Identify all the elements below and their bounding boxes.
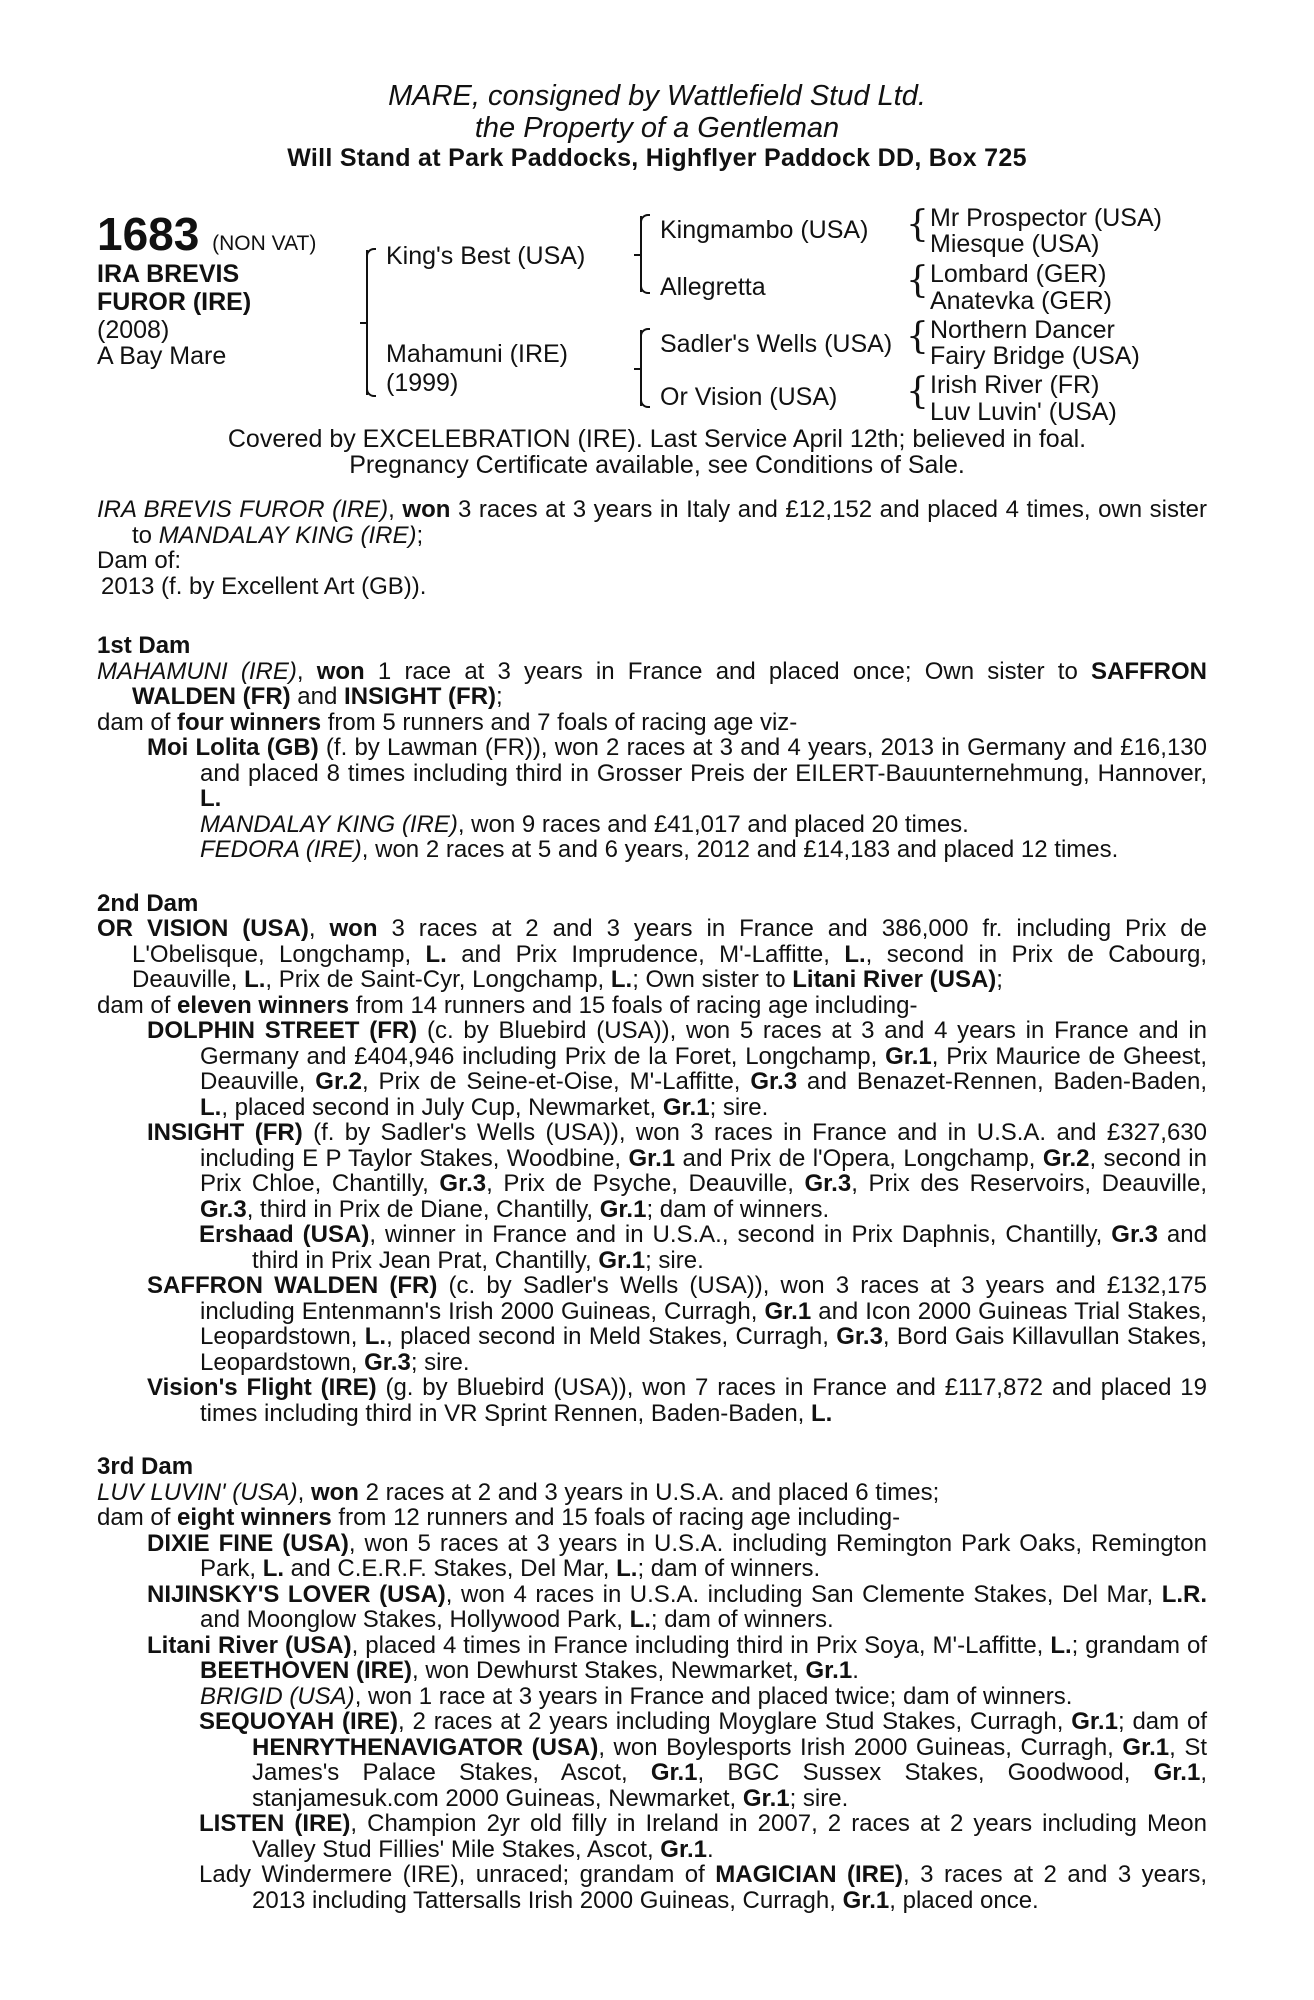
second-dam-end: ; bbox=[996, 966, 1003, 993]
first-dam-end: ; bbox=[496, 683, 503, 710]
dixie-fine-t1: , won 5 races at 3 years in U.S.A. including Remington Park Oaks, Remington Park, bbox=[200, 1529, 1208, 1582]
grade-l: L. bbox=[364, 1323, 387, 1350]
grade-l: L. bbox=[425, 940, 447, 968]
visions-flight-name: Vision's Flight (IRE) bbox=[147, 1374, 377, 1401]
grade-l: L. bbox=[629, 1606, 651, 1633]
mandalay-king-name: MANDALAY KING (IRE) bbox=[200, 810, 458, 838]
grade-gr3: Gr.3 bbox=[750, 1068, 798, 1095]
litani-river-t2: ; grandam of bbox=[1071, 1631, 1207, 1659]
third-dam-produce-line bbox=[97, 1505, 1207, 1531]
pedigree-dsd: Fairy Bridge (USA) bbox=[930, 342, 1140, 370]
dolphin-street-t5: , placed second in July Cup, Newmarket, bbox=[221, 1093, 663, 1121]
nijinskys-lover-t3: ; dam of winners. bbox=[650, 1606, 834, 1633]
entry-litani-river bbox=[97, 1633, 1207, 1684]
listen-t2: . bbox=[707, 1835, 714, 1863]
dixie-fine-name: DIXIE FINE (USA) bbox=[147, 1529, 349, 1557]
pedigree-brace-3b: { bbox=[906, 260, 929, 301]
first-dam-paragraph: MAHAMUNI (IRE), won 1 race at 3 years in France and placed once; Own sister to SAFFRON WALDEN (FR) and INSIGHT (FR); bbox=[97, 657, 1207, 710]
first-dam-heading: 1st Dam bbox=[97, 632, 191, 659]
magician-name: MAGICIAN (IRE) bbox=[715, 1861, 904, 1888]
intro-won: won bbox=[402, 496, 451, 523]
saffron-walden-t4: , Bord Gais Killavullan Stakes, Leopardstown, bbox=[200, 1323, 1208, 1376]
property-line: the Property of a Gentleman bbox=[474, 112, 840, 144]
insight-t4: , Prix de Psyche, Deauville, bbox=[486, 1170, 805, 1197]
third-dam-paragraph: LUV LUVIN' (USA), won 2 races at 2 and 3 years in U.S.A. and placed 6 times; bbox=[97, 1478, 940, 1506]
dolphin-street-t6: ; sire. bbox=[709, 1093, 769, 1121]
entry-moi-lolita bbox=[97, 735, 1207, 812]
lot-number bbox=[97, 207, 316, 261]
litani-river-t4: . bbox=[852, 1657, 859, 1684]
grade-l: L. bbox=[616, 1555, 638, 1582]
saffron-walden-t1: (c. by Sadler's Wells (USA)), won 3 races at 3 years and £132,175 including Entenmann's Irish 2000 Guineas, Curragh, bbox=[200, 1272, 1207, 1325]
dolphin-street-t2: , Prix Maurice de Gheest, Deauville, bbox=[200, 1042, 1207, 1095]
grade-l: L. bbox=[811, 1399, 833, 1427]
pedigree-sire-dam: Allegretta bbox=[660, 273, 766, 301]
grade-gr1: Gr.1 bbox=[628, 1144, 676, 1172]
entry-brigid bbox=[97, 1684, 1207, 1710]
grade-l: L. bbox=[1050, 1631, 1072, 1659]
second-dam-t5: ; Own sister to bbox=[632, 966, 793, 993]
horse-name-line2: FUROR (IRE) bbox=[97, 288, 252, 316]
pedigree-sdd: Anatevka (GER) bbox=[930, 287, 1113, 315]
entry-listen bbox=[97, 1811, 1207, 1862]
second-dam-sister: Litani River (USA) bbox=[792, 966, 997, 993]
insight-t5: , Prix des Reservoirs, Deauville, bbox=[851, 1170, 1207, 1197]
grade-gr3: Gr.3 bbox=[439, 1170, 487, 1197]
litani-river-t1: , placed 4 times in France including third in Prix Soya, M'-Laffitte, bbox=[351, 1631, 1051, 1659]
grade-gr3: Gr.3 bbox=[364, 1348, 411, 1376]
grade-l: L. bbox=[262, 1555, 285, 1582]
grade-gr3: Gr.3 bbox=[200, 1195, 247, 1223]
fedora-text: , won 2 races at 5 and 6 years, 2012 and £14,183 and placed 12 times. bbox=[361, 836, 1119, 863]
pedigree-brace-2a-tick bbox=[634, 254, 642, 256]
vat-status: (NON VAT) bbox=[212, 232, 317, 255]
grade-gr1: Gr.1 bbox=[842, 1886, 890, 1914]
entry-dixie-fine bbox=[97, 1531, 1207, 1582]
grade-lr: L.R. bbox=[1161, 1580, 1208, 1608]
grade-gr1: Gr.1 bbox=[1071, 1708, 1118, 1735]
intro-foal: 2013 (f. by Excellent Art (GB)). bbox=[101, 572, 427, 600]
second-dam-name: OR VISION (USA) bbox=[97, 915, 309, 942]
grade-l: L. bbox=[610, 966, 633, 993]
grade-gr1: Gr.1 bbox=[1122, 1733, 1170, 1761]
dixie-fine-t2: and C.E.R.F. Stakes, Del Mar, bbox=[284, 1555, 617, 1582]
sequoyah-t3: , won Boylesports Irish 2000 Guineas, Curragh, bbox=[598, 1733, 1123, 1761]
nijinskys-lover-t2: and Moonglow Stakes, Hollywood Park, bbox=[200, 1606, 630, 1633]
pedigree-sire: King's Best (USA) bbox=[386, 242, 586, 270]
insight-t7: ; dam of winners. bbox=[646, 1195, 830, 1223]
insight-t6: , third in Prix de Diane, Chantilly, bbox=[246, 1195, 600, 1223]
first-dam-sister1: SAFFRON WALDEN (FR) bbox=[132, 657, 1207, 710]
second-dam-t2: and Prix Imprudence, M'-Laffitte, bbox=[446, 940, 845, 968]
sequoyah-t7: ; sire. bbox=[789, 1784, 849, 1812]
first-dam-post: from 5 runners and 7 foals of racing age viz- bbox=[321, 708, 798, 736]
third-dam-winners: eight winners bbox=[177, 1504, 332, 1531]
pedigree-ddd: Luv Luvin' (USA) bbox=[930, 398, 1117, 426]
pedigree-dds: Irish River (FR) bbox=[930, 371, 1100, 399]
mandalay-king-text: , won 9 races and £41,017 and placed 20 times. bbox=[457, 810, 969, 838]
grade-gr1: Gr.1 bbox=[742, 1784, 790, 1812]
ershaad-t1: , winner in France and in U.S.A., second in Prix Daphnis, Chantilly, bbox=[369, 1221, 1112, 1248]
second-dam-t3: , second in Prix de Cabourg, Deauville, bbox=[132, 940, 1208, 993]
third-dam-post: from 12 runners and 15 foals of racing age including- bbox=[331, 1504, 901, 1531]
entry-fedora bbox=[97, 837, 1207, 863]
sequoyah-t6: , stanjamesuk.com 2000 Guineas, Newmarket, bbox=[252, 1759, 1207, 1812]
pedigree-sds: Lombard (GER) bbox=[930, 260, 1107, 288]
second-dam-paragraph: OR VISION (USA), won 3 races at 2 and 3 years in France and 386,000 fr. including Prix de L'Obelisque, Longchamp, L. and Prix Imprudence, M'-Laffitte, L., second in Prix de Cabourg, Deauville, L., Prix de Saint-Cyr, Longchamp, L.; Own sister to Litani River (USA); bbox=[97, 915, 1208, 993]
grade-l: L. bbox=[844, 940, 866, 968]
grade-gr1: Gr.1 bbox=[1153, 1759, 1201, 1786]
entry-mandalay-king bbox=[97, 812, 1207, 838]
saffron-walden-t3: , placed second in Meld Stakes, Curragh, bbox=[386, 1323, 837, 1350]
entry-sequoyah bbox=[97, 1709, 1207, 1811]
visions-flight-t1: (g. by Bluebird (USA)), won 7 races in France and £117,872 and placed 19 times including third in VR Sprint Rennen, Baden-Baden, bbox=[200, 1374, 1207, 1427]
sequoyah-t1: , 2 races at 2 years including Moyglare Stud Stakes, Curragh, bbox=[398, 1708, 1072, 1735]
entry-ershaad bbox=[97, 1222, 1207, 1273]
second-dam-t1: 3 races at 2 and 3 years in France and 386,000 fr. including Prix de L'Obelisque, Longchamp, bbox=[132, 915, 1207, 968]
moi-lolita-text: (f. by Lawman (FR)), won 2 races at 3 and 4 years, 2013 in Germany and £16,130 and placed 8 times including third in Grosser Preis der EILERT-Bauunternehmung, Hannover, bbox=[200, 734, 1207, 787]
grade-gr3: Gr.3 bbox=[836, 1323, 883, 1350]
sequoyah-t4: , St James's Palace Stakes, Ascot, bbox=[252, 1733, 1207, 1786]
listen-t1: , Champion 2yr old filly in Ireland in 2007, 2 races at 2 years including Meon Valley Stud Fillies' Mile Stakes, Ascot, bbox=[252, 1810, 1207, 1863]
lady-windermere-t1: Lady Windermere (IRE), unraced; grandam of bbox=[199, 1861, 716, 1888]
saffron-walden-name: SAFFRON WALDEN (FR) bbox=[147, 1272, 438, 1299]
dixie-fine-t3: ; dam of winners. bbox=[637, 1555, 821, 1582]
grade-gr2: Gr.2 bbox=[1042, 1144, 1090, 1172]
grade-gr1: Gr.1 bbox=[598, 1246, 646, 1274]
horse-description: A Bay Mare bbox=[97, 342, 227, 370]
covering-line2: Pregnancy Certificate available, see Conditions of Sale. bbox=[349, 451, 965, 479]
ershaad-t2: and third in Prix Jean Prat, Chantilly, bbox=[252, 1221, 1207, 1274]
entry-dolphin-street bbox=[97, 1018, 1207, 1120]
sequoyah-t2: ; dam of bbox=[1117, 1708, 1208, 1735]
insight-t2: and Prix de l'Opera, Longchamp, bbox=[675, 1144, 1043, 1172]
fedora-name: FEDORA (IRE) bbox=[200, 836, 362, 863]
pedigree-ssd: Miesque (USA) bbox=[930, 230, 1100, 258]
first-dam-sister2: INSIGHT (FR) bbox=[344, 683, 497, 710]
lady-windermere-t3: , placed once. bbox=[889, 1886, 1039, 1914]
sequoyah-t5: , BGC Sussex Stakes, Goodwood, bbox=[697, 1759, 1154, 1786]
grade-gr1: Gr.1 bbox=[650, 1759, 698, 1786]
catalogue-body bbox=[97, 497, 1207, 1913]
third-dam-t1: 2 races at 2 and 3 years in U.S.A. and placed 6 times; bbox=[358, 1478, 940, 1506]
horse-name-line1: IRA BREVIS bbox=[97, 260, 240, 288]
third-dam-name: LUV LUVIN' (USA) bbox=[97, 1478, 298, 1506]
pedigree-brace-3a: { bbox=[906, 204, 929, 245]
pedigree-dam-year: (1999) bbox=[386, 369, 459, 397]
grade-gr3: Gr.3 bbox=[804, 1170, 852, 1197]
second-dam-t4: , Prix de Saint-Cyr, Longchamp, bbox=[265, 966, 611, 993]
insight-t1: (f. by Sadler's Wells (USA)), won 3 races in France and in U.S.A. and £327,630 including E P Taylor Stakes, Woodbine, bbox=[200, 1119, 1208, 1172]
intro-end: ; bbox=[416, 521, 424, 549]
listen-name: LISTEN (IRE) bbox=[199, 1810, 351, 1837]
nijinskys-lover-name: NIJINSKY'S LOVER (USA) bbox=[147, 1580, 446, 1608]
stand-line: Will Stand at Park Paddocks, Highflyer Paddock DD, Box 725 bbox=[287, 144, 1027, 172]
lot-number-value: 1683 bbox=[97, 208, 200, 260]
pedigree-sss: Mr Prospector (USA) bbox=[930, 204, 1162, 232]
entry-insight bbox=[97, 1120, 1207, 1222]
first-dam-won: won bbox=[316, 657, 365, 685]
grade-gr2: Gr.2 bbox=[315, 1068, 362, 1095]
foaled-year: (2008) bbox=[97, 316, 170, 344]
pedigree-dss: Northern Dancer bbox=[930, 316, 1115, 344]
moi-lolita-name: Moi Lolita (GB) bbox=[147, 734, 319, 761]
dolphin-street-t3: , Prix de Seine-et-Oise, M'-Laffitte, bbox=[361, 1068, 751, 1095]
second-dam-won: won bbox=[329, 915, 378, 942]
insight-name: INSIGHT (FR) bbox=[147, 1119, 303, 1146]
consignor-line: MARE, consigned by Wattlefield Stud Ltd. bbox=[388, 80, 926, 112]
pedigree-brace-2b-tick bbox=[634, 368, 642, 370]
first-dam-pre: dam of bbox=[97, 708, 178, 736]
grade-gr1: Gr.1 bbox=[660, 1835, 707, 1863]
grade-gr1: Gr.1 bbox=[885, 1042, 932, 1070]
third-dam-won: won bbox=[310, 1478, 359, 1506]
litani-river-t3: , won Dewhurst Stakes, Newmarket, bbox=[412, 1657, 806, 1684]
pedigree-brace-1-tick bbox=[360, 322, 368, 324]
dolphin-street-name: DOLPHIN STREET (FR) bbox=[147, 1017, 418, 1044]
nijinskys-lover-t1: , won 4 races in U.S.A. including San Clemente Stakes, Del Mar, bbox=[445, 1580, 1162, 1608]
covering-line1: Covered by EXCELEBRATION (IRE). Last Service April 12th; believed in foal. bbox=[227, 425, 1087, 453]
grade-gr1: Gr.1 bbox=[599, 1195, 647, 1223]
grade-l: L. bbox=[244, 966, 266, 993]
pedigree-brace-3c: { bbox=[906, 316, 929, 357]
saffron-walden-t2: and Icon 2000 Guineas Trial Stakes, Leopardstown, bbox=[200, 1297, 1207, 1350]
brigid-t1: , won 1 race at 3 years in France and placed twice; dam of winners. bbox=[354, 1682, 1073, 1710]
litani-river-name: Litani River (USA) bbox=[147, 1631, 352, 1659]
pedigree-brace-3d: { bbox=[906, 371, 929, 412]
grade-gr1: Gr.1 bbox=[662, 1093, 710, 1121]
moi-lolita-grade: L. bbox=[200, 785, 222, 812]
saffron-walden-t5: ; sire. bbox=[410, 1348, 470, 1376]
ershaad-name: Ershaad (USA) bbox=[199, 1221, 370, 1248]
entry-lady-windermere bbox=[97, 1862, 1207, 1913]
intro-paragraph: IRA BREVIS FUROR (IRE), won 3 races at 3 years in Italy and £12,152 and placed 4 times, own sister to MANDALAY KING (IRE); bbox=[97, 496, 1208, 549]
grade-gr1: Gr.1 bbox=[764, 1297, 812, 1325]
entry-nijinskys-lover bbox=[97, 1582, 1207, 1633]
second-dam-pre: dam of bbox=[97, 991, 178, 1019]
entry-visions-flight bbox=[97, 1375, 1207, 1426]
first-dam-t1: 1 race at 3 years in France and placed once; Own sister to bbox=[364, 657, 1091, 685]
beethoven-name: BEETHOVEN (IRE) bbox=[200, 1657, 413, 1684]
lady-windermere-t2: , 3 races at 2 and 3 years, 2013 including Tattersalls Irish 2000 Guineas, Curragh, bbox=[252, 1861, 1208, 1914]
intro-horse-name: IRA BREVIS FUROR (IRE) bbox=[97, 496, 389, 523]
grade-l: L. bbox=[200, 1093, 222, 1121]
second-dam-produce-line bbox=[97, 993, 1207, 1019]
grade-gr3: Gr.3 bbox=[1111, 1221, 1158, 1248]
ershaad-t3: ; sire. bbox=[645, 1246, 704, 1274]
insight-t3: , second in Prix Chloe, Chantilly, bbox=[200, 1144, 1207, 1197]
intro-sister: MANDALAY KING (IRE) bbox=[158, 521, 417, 549]
entry-saffron-walden bbox=[97, 1273, 1207, 1375]
brigid-name: BRIGID (USA) bbox=[200, 1682, 355, 1710]
intro-text: 3 races at 3 years in Italy and £12,152 and placed 4 times, own sister to bbox=[132, 496, 1208, 549]
intro-dam-of: Dam of: bbox=[97, 547, 182, 574]
pedigree-sire-sire: Kingmambo (USA) bbox=[660, 216, 869, 244]
dolphin-street-t1: (c. by Bluebird (USA)), won 5 races at 3 and 4 years in France and in Germany and £404,946 including Prix de la Foret, Longchamp, bbox=[200, 1017, 1208, 1070]
second-dam-heading: 2nd Dam bbox=[97, 889, 199, 917]
pedigree-dam: Mahamuni (IRE) bbox=[386, 340, 568, 368]
pedigree-dam-dam: Or Vision (USA) bbox=[660, 383, 838, 411]
henrythenavigator-name: HENRYTHENAVIGATOR (USA) bbox=[252, 1733, 599, 1761]
second-dam-winners: eleven winners bbox=[177, 991, 350, 1019]
third-dam-pre: dam of bbox=[97, 1504, 178, 1531]
dolphin-street-t4: and Benazet-Rennen, Baden-Baden, bbox=[797, 1068, 1207, 1095]
second-dam-post: from 14 runners and 15 foals of racing age including- bbox=[349, 991, 918, 1019]
first-dam-winners: four winners bbox=[177, 708, 322, 736]
first-dam-and: and bbox=[290, 683, 345, 710]
third-dam-heading: 3rd Dam bbox=[97, 1453, 194, 1480]
first-dam-produce-line bbox=[97, 710, 1207, 736]
first-dam-name: MAHAMUNI (IRE) bbox=[97, 657, 297, 685]
grade-gr1: Gr.1 bbox=[805, 1657, 853, 1684]
sequoyah-name: SEQUOYAH (IRE) bbox=[199, 1708, 398, 1735]
pedigree-dam-sire: Sadler's Wells (USA) bbox=[660, 330, 893, 358]
